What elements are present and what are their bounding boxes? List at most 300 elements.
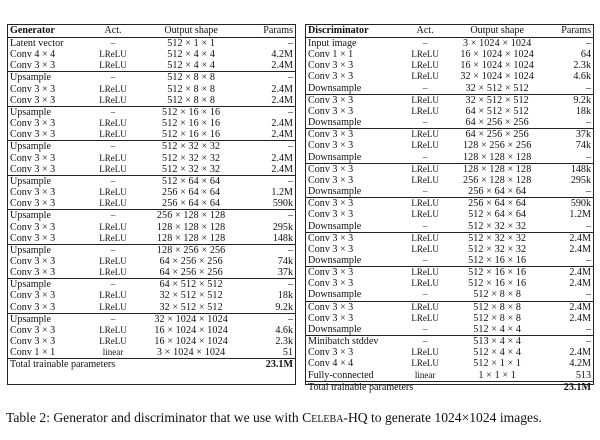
output-shape-cell: 512 × 16 × 16	[162, 118, 221, 130]
params-cell: 51	[282, 347, 293, 359]
total-label: Total trainable parameters	[8, 359, 247, 371]
output-shape-cell: 64 × 256 × 256	[159, 255, 223, 267]
params-cell: 9.2k	[548, 94, 593, 106]
output-shape-cell: 256 × 128 × 128	[462, 174, 532, 186]
layer-name-cell: Downsample	[308, 117, 362, 129]
layer-name-cell: Conv 3 × 3	[10, 267, 56, 279]
activation-cell: –	[90, 244, 135, 256]
layer-name-cell: Downsample	[308, 82, 362, 94]
output-shape-cell: 512 × 64 × 64	[136, 175, 247, 187]
activation-cell: LReLU	[99, 60, 127, 71]
output-shape-cell: 512 × 1 × 1	[473, 358, 522, 370]
params-cell: 18k	[277, 290, 293, 302]
activation-cell: –	[90, 313, 135, 325]
params-cell: 1.2M	[569, 209, 591, 221]
params-cell: 2.4M	[271, 163, 293, 175]
header-act: Act.	[404, 25, 446, 38]
activation-cell: LReLU	[404, 129, 446, 141]
table-row	[8, 198, 295, 210]
activation-cell: LReLU	[411, 243, 439, 254]
layer-name-cell: Conv 1 × 1	[308, 49, 354, 61]
params-cell: –	[247, 72, 295, 84]
layer-name-cell: Conv 3 × 3	[10, 60, 56, 72]
layer-name-cell: Upsample	[8, 244, 90, 256]
layer-name-cell: Upsample	[8, 175, 90, 187]
table-row	[306, 244, 593, 255]
layer-name-cell: Upsample	[8, 210, 90, 222]
params-cell: –	[247, 106, 295, 118]
layer-name-cell: Conv 3 × 3	[308, 105, 354, 117]
table-row	[8, 118, 295, 129]
output-shape-cell: 64 × 256 × 256	[465, 117, 529, 129]
params-cell: –	[585, 323, 591, 335]
caption-prefix: Table 2: Generator and discriminator that we use with	[6, 410, 303, 425]
activation-cell: LReLU	[99, 49, 127, 60]
output-shape-cell: 512 × 8 × 8	[136, 72, 247, 84]
params-cell: 2.4M	[569, 243, 591, 255]
params-cell: 2.4M	[569, 312, 591, 324]
layer-name-cell: Conv 1 × 1	[10, 347, 56, 359]
layer-name-cell: Conv 3 × 3	[10, 129, 56, 141]
output-shape-cell: 512 × 32 × 32	[136, 141, 247, 153]
params-cell: 64	[580, 49, 591, 61]
table-row	[306, 38, 593, 50]
params-cell: 148k	[272, 232, 293, 244]
params-cell: 2.4M	[271, 60, 293, 72]
table-row	[8, 95, 295, 107]
params-cell: 4.6k	[573, 71, 591, 83]
table-row	[8, 49, 295, 60]
table-row	[8, 347, 295, 359]
output-shape-cell: 256 × 64 × 64	[446, 198, 549, 210]
params-cell: 2.4M	[271, 83, 293, 95]
output-shape-cell: 32 × 1024 × 1024	[136, 313, 247, 325]
layer-name-cell: Conv 3 × 3	[308, 278, 354, 290]
activation-cell: –	[422, 82, 428, 93]
params-cell: –	[585, 151, 591, 163]
total-label: Total trainable parameters	[306, 381, 548, 393]
output-shape-cell: 64 × 256 × 256	[159, 267, 223, 279]
params-cell: 2.3k	[275, 336, 293, 348]
table-row	[306, 83, 593, 95]
table-row	[306, 152, 593, 164]
output-shape-cell: 513 × 4 × 4	[446, 336, 549, 348]
output-shape-cell: 512 × 16 × 16	[468, 278, 527, 290]
output-shape-cell: 16 × 1024 × 1024	[154, 324, 228, 336]
activation-cell: linear	[102, 347, 124, 358]
header-shape: Output shape	[446, 25, 549, 38]
activation-cell: LReLU	[411, 347, 439, 358]
layer-name-cell: Downsample	[308, 151, 362, 163]
table-row	[8, 313, 295, 325]
output-shape-cell: 16 × 1024 × 1024	[460, 49, 534, 61]
output-shape-cell: 256 × 64 × 64	[162, 187, 221, 199]
params-cell: 4.2M	[569, 358, 591, 370]
activation-cell: –	[404, 336, 446, 348]
header-act: Act.	[90, 25, 135, 38]
table-row	[306, 140, 593, 151]
activation-cell: LReLU	[411, 140, 439, 151]
layer-name-cell: Conv 3 × 3	[306, 163, 404, 175]
output-shape-cell: 256 × 64 × 64	[162, 198, 221, 210]
activation-cell: LReLU	[404, 267, 446, 279]
activation-cell: LReLU	[99, 129, 127, 140]
output-shape-cell: 128 × 128 × 128	[156, 232, 226, 244]
table-row	[8, 279, 295, 291]
table-row	[8, 187, 295, 198]
table-row	[306, 313, 593, 324]
table-row	[8, 290, 295, 301]
output-shape-cell: 512 × 64 × 64	[468, 209, 527, 221]
total-value: 23.1M	[247, 359, 295, 371]
layer-name-cell: Conv 3 × 3	[306, 232, 404, 244]
output-shape-cell: 32 × 512 × 512	[465, 82, 529, 94]
layer-name-cell: Downsample	[308, 186, 362, 198]
layer-name-cell: Upsample	[8, 279, 90, 291]
table-row	[8, 325, 295, 336]
activation-cell: LReLU	[99, 94, 127, 105]
table-row	[306, 324, 593, 336]
activation-cell: LReLU	[99, 301, 127, 312]
activation-cell: linear	[414, 369, 436, 380]
params-cell: 2.4M	[271, 118, 293, 130]
params-cell: 2.4M	[271, 129, 293, 141]
output-shape-cell: 512 × 4 × 4	[167, 60, 216, 72]
caption-dataset: Celeba-HQ	[302, 410, 368, 425]
layer-name-cell: Conv 3 × 3	[308, 243, 354, 255]
table-row	[306, 267, 593, 279]
layer-name-cell: Conv 3 × 3	[10, 324, 56, 336]
activation-cell: LReLU	[404, 232, 446, 244]
layer-name-cell: Conv 3 × 3	[308, 174, 354, 186]
params-cell: 2.4M	[569, 278, 591, 290]
activation-cell: LReLU	[99, 187, 127, 198]
activation-cell: LReLU	[99, 152, 127, 163]
output-shape-cell: 512 × 16 × 16	[468, 254, 527, 266]
activation-cell: LReLU	[404, 198, 446, 210]
table-row	[306, 129, 593, 141]
layer-name-cell: Conv 3 × 3	[308, 209, 354, 221]
header-params: Params	[247, 25, 295, 38]
params-cell: –	[585, 186, 591, 198]
layer-name-cell: Downsample	[308, 289, 362, 301]
table-row	[8, 302, 295, 314]
output-shape-cell: 64 × 512 × 512	[136, 279, 247, 291]
output-shape-cell: 256 × 64 × 64	[468, 186, 527, 198]
table-row	[306, 336, 593, 348]
params-cell: 74k	[575, 140, 591, 152]
activation-cell: LReLU	[411, 105, 439, 116]
output-shape-cell: 16 × 1024 × 1024	[154, 336, 228, 348]
header-params: Params	[548, 25, 593, 38]
output-shape-cell: 512 × 32 × 32	[162, 152, 221, 164]
params-cell: –	[247, 175, 295, 187]
layer-name-cell: Downsample	[308, 220, 362, 232]
activation-cell: –	[422, 117, 428, 128]
activation-cell: LReLU	[99, 267, 127, 278]
output-shape-cell: 32 × 512 × 512	[446, 94, 549, 106]
table-row	[8, 153, 295, 164]
layer-name-cell: Conv 3 × 3	[10, 83, 56, 95]
params-cell: –	[585, 82, 591, 94]
layer-name-cell: Conv 3 × 3	[10, 301, 56, 313]
params-cell: 4.2M	[271, 49, 293, 61]
table-header-row	[8, 25, 295, 38]
activation-cell: LReLU	[411, 278, 439, 289]
layer-name-cell: Conv 3 × 3	[10, 163, 56, 175]
layer-name-cell: Conv 3 × 3	[308, 60, 354, 72]
activation-cell: –	[422, 220, 428, 231]
activation-cell: LReLU	[99, 163, 127, 174]
output-shape-cell: 512 × 32 × 32	[446, 232, 549, 244]
output-shape-cell: 512 × 32 × 32	[162, 163, 221, 175]
activation-cell: LReLU	[411, 312, 439, 323]
caption-resolution: 1024×1024	[434, 410, 497, 425]
table-row	[306, 347, 593, 358]
layer-name-cell: Upsample	[8, 141, 90, 153]
layer-name-cell: Upsample	[8, 72, 90, 84]
output-shape-cell: 128 × 256 × 256	[462, 140, 532, 152]
table-row	[8, 141, 295, 153]
output-shape-cell: 128 × 128 × 128	[462, 151, 532, 163]
table-row	[8, 336, 295, 347]
output-shape-cell: 512 × 16 × 16	[162, 129, 221, 141]
output-shape-cell: 64 × 256 × 256	[446, 129, 549, 141]
output-shape-cell: 128 × 256 × 256	[136, 244, 247, 256]
params-cell: 9.2k	[275, 301, 293, 313]
layer-name-cell: Conv 3 × 3	[306, 198, 404, 210]
table-row	[8, 175, 295, 187]
table-row	[306, 289, 593, 301]
caption-suffix: images.	[496, 410, 542, 425]
layer-name-cell: Conv 3 × 3	[308, 140, 354, 152]
params-cell: –	[585, 38, 591, 49]
table-header-row	[306, 25, 593, 38]
table-row	[306, 221, 593, 233]
params-cell: –	[287, 38, 293, 49]
table-row	[306, 60, 593, 71]
layer-name-cell: Latent vector	[10, 38, 64, 49]
table-row	[8, 210, 295, 222]
table-row	[8, 233, 295, 245]
activation-cell: –	[422, 38, 428, 48]
table-row	[8, 84, 295, 95]
table-row	[306, 186, 593, 198]
activation-cell: –	[90, 279, 135, 291]
output-shape-cell: 512 × 32 × 32	[468, 220, 527, 232]
total-row	[8, 359, 295, 371]
table-row	[306, 301, 593, 313]
caption-middle: to generate	[367, 410, 435, 425]
params-cell: 2.4M	[548, 232, 593, 244]
activation-cell: LReLU	[404, 94, 446, 106]
params-cell: 37k	[548, 129, 593, 141]
params-cell: 18k	[575, 105, 591, 117]
activation-cell: LReLU	[411, 209, 439, 220]
generator-table-body	[8, 38, 295, 371]
params-cell: 2.4M	[548, 301, 593, 313]
activation-cell: –	[422, 151, 428, 162]
activation-cell: LReLU	[99, 83, 127, 94]
activation-cell: LReLU	[404, 301, 446, 313]
layer-name-cell: Upsample	[8, 106, 90, 118]
params-cell: 2.4M	[569, 347, 591, 359]
params-cell: 295k	[570, 174, 591, 186]
params-cell: –	[585, 220, 591, 232]
params-cell: 2.3k	[573, 60, 591, 72]
output-shape-cell: 64 × 512 × 512	[465, 105, 529, 117]
table-row	[306, 198, 593, 210]
activation-cell: LReLU	[411, 358, 439, 369]
activation-cell: –	[90, 210, 135, 222]
output-shape-cell: 512 × 16 × 16	[136, 106, 247, 118]
layer-name-cell: Conv 4 × 4	[10, 49, 56, 61]
table-row	[8, 164, 295, 176]
table-caption	[6, 410, 596, 426]
layer-name-cell: Conv 3 × 3	[10, 118, 56, 130]
output-shape-cell: 3 × 1024 × 1024	[156, 347, 226, 359]
table-row	[8, 72, 295, 84]
params-cell: 590k	[548, 198, 593, 210]
table-row	[8, 244, 295, 256]
activation-cell: –	[422, 254, 428, 265]
params-cell: 4.6k	[275, 324, 293, 336]
table-row	[306, 106, 593, 117]
table-row	[306, 278, 593, 289]
total-value: 23.1M	[548, 381, 593, 393]
layer-name-cell: Conv 4 × 4	[308, 358, 354, 370]
layer-name-cell: Conv 3 × 3	[10, 221, 56, 233]
table-row	[8, 256, 295, 267]
activation-cell: –	[110, 38, 116, 48]
total-row	[306, 381, 593, 393]
discriminator-table-body	[306, 38, 593, 393]
layer-name-cell: Minibatch stddev	[306, 336, 404, 348]
layer-name-cell: Conv 3 × 3	[306, 129, 404, 141]
activation-cell: LReLU	[99, 324, 127, 335]
layer-name-cell: Conv 3 × 3	[10, 232, 56, 244]
table-row	[8, 222, 295, 233]
header-name: Generator	[8, 25, 90, 38]
table-row	[306, 232, 593, 244]
output-shape-cell: 32 × 512 × 512	[159, 301, 223, 313]
table-row	[8, 106, 295, 118]
generator-table	[8, 25, 295, 371]
table-row	[306, 358, 593, 369]
params-cell: –	[585, 289, 591, 301]
output-shape-cell: 512 × 8 × 8	[446, 301, 549, 313]
params-cell: 295k	[272, 221, 293, 233]
activation-cell: –	[90, 175, 135, 187]
output-shape-cell: 256 × 128 × 128	[136, 210, 247, 222]
table-row	[306, 49, 593, 60]
params-cell: 2.4M	[271, 152, 293, 164]
activation-cell: LReLU	[99, 118, 127, 129]
output-shape-cell: 32 × 1024 × 1024	[460, 71, 534, 83]
table-row	[306, 163, 593, 175]
output-shape-cell: 512 × 16 × 16	[446, 267, 549, 279]
layer-name-cell: Conv 3 × 3	[10, 94, 56, 106]
params-cell: 148k	[548, 163, 593, 175]
params-cell: –	[548, 336, 593, 348]
output-shape-cell: 512 × 8 × 8	[167, 83, 216, 95]
layer-name-cell: Downsample	[308, 254, 362, 266]
params-cell: 513	[575, 369, 591, 381]
activation-cell: LReLU	[99, 336, 127, 347]
layer-name-cell: Fully-connected	[308, 369, 374, 381]
table-row	[8, 60, 295, 72]
output-shape-cell: 512 × 4 × 4	[167, 49, 216, 61]
output-shape-cell: 512 × 8 × 8	[473, 312, 522, 324]
params-cell: 590k	[272, 198, 293, 210]
activation-cell: LReLU	[411, 49, 439, 60]
activation-cell: LReLU	[404, 163, 446, 175]
table-row	[306, 370, 593, 382]
layer-name-cell: Conv 3 × 3	[308, 71, 354, 83]
output-shape-cell: 512 × 32 × 32	[468, 243, 527, 255]
params-cell: 2.4M	[271, 94, 293, 106]
params-cell: 37k	[277, 267, 293, 279]
table-row	[8, 38, 295, 50]
activation-cell: LReLU	[99, 255, 127, 266]
table-row	[306, 94, 593, 106]
layer-name-cell: Conv 3 × 3	[10, 198, 56, 210]
layer-name-cell: Upsample	[8, 313, 90, 325]
table-row	[306, 175, 593, 186]
params-cell: –	[247, 279, 295, 291]
layer-name-cell: Conv 3 × 3	[306, 301, 404, 313]
params-cell: 2.4M	[548, 267, 593, 279]
discriminator-table	[306, 25, 593, 393]
output-shape-cell: 16 × 1024 × 1024	[460, 60, 534, 72]
activation-cell: –	[422, 289, 428, 300]
layer-name-cell: Input image	[308, 38, 357, 49]
layer-name-cell: Conv 3 × 3	[10, 152, 56, 164]
params-cell: –	[247, 244, 295, 256]
layer-name-cell: Conv 3 × 3	[308, 312, 354, 324]
layer-name-cell: Conv 3 × 3	[306, 94, 404, 106]
activation-cell: –	[90, 72, 135, 84]
params-cell: –	[247, 141, 295, 153]
params-cell: 1.2M	[271, 187, 293, 199]
activation-cell: LReLU	[411, 60, 439, 71]
layer-name-cell: Downsample	[308, 323, 362, 335]
output-shape-cell: 512 × 1 × 1	[167, 38, 216, 49]
output-shape-cell: 1 × 1 × 1	[478, 369, 516, 381]
params-cell: –	[585, 254, 591, 266]
output-shape-cell: 32 × 512 × 512	[159, 290, 223, 302]
output-shape-cell: 512 × 8 × 8	[473, 289, 522, 301]
activation-cell: LReLU	[99, 198, 127, 209]
params-cell: –	[247, 313, 295, 325]
params-cell: 74k	[277, 255, 293, 267]
params-cell: –	[585, 117, 591, 129]
header-shape: Output shape	[136, 25, 247, 38]
layer-name-cell: Conv 3 × 3	[306, 267, 404, 279]
activation-cell: –	[422, 323, 428, 334]
layer-name-cell: Conv 3 × 3	[10, 290, 56, 302]
layer-name-cell: Conv 3 × 3	[10, 187, 56, 199]
output-shape-cell: 3 × 1024 × 1024	[462, 38, 532, 49]
activation-cell: LReLU	[99, 221, 127, 232]
output-shape-cell: 128 × 128 × 128	[446, 163, 549, 175]
layer-name-cell: Conv 3 × 3	[10, 336, 56, 348]
output-shape-cell: 512 × 4 × 4	[473, 347, 522, 359]
layer-name-cell: Conv 3 × 3	[10, 255, 56, 267]
table-row	[306, 209, 593, 220]
table-row	[8, 129, 295, 141]
activation-cell: –	[90, 141, 135, 153]
